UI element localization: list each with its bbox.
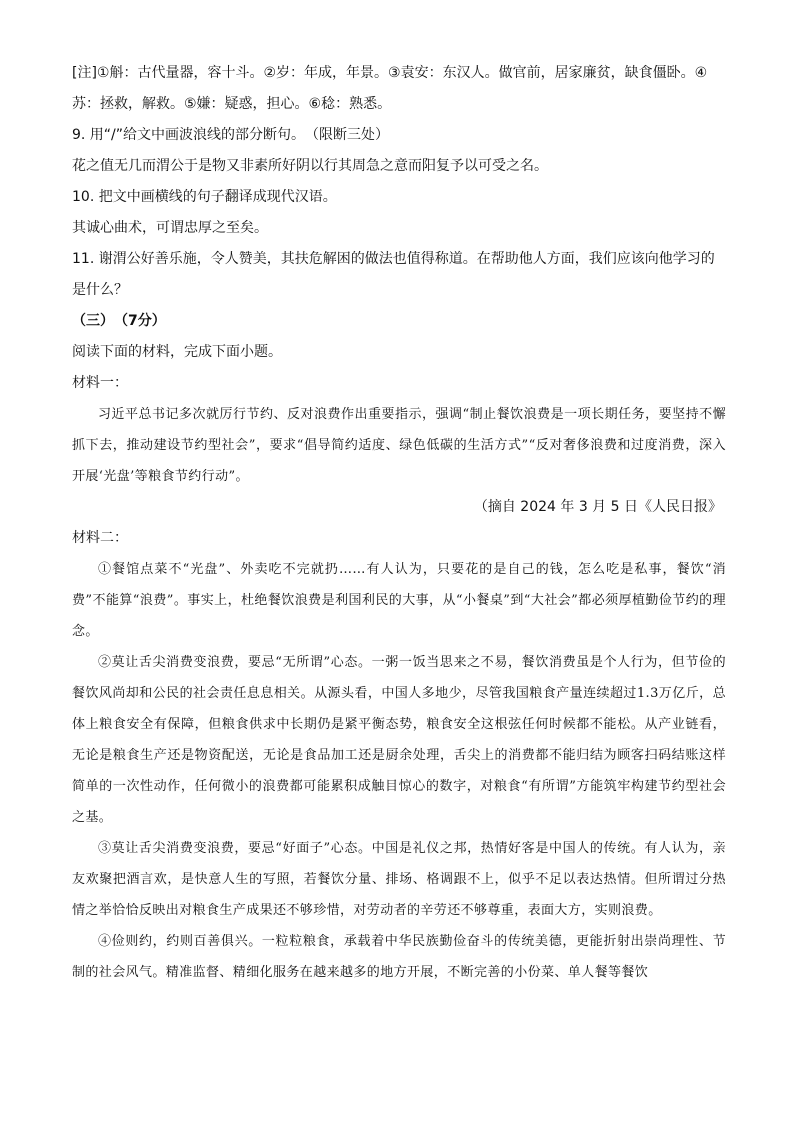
question-11-line-1: 11. 谢渭公好善乐施，令人赞美，其扶危解困的做法也值得称道。在帮助他人方面，我们应该向他学习的 — [72, 251, 715, 267]
annotation-line-2: 苏：拯救，解救。⑤嫌：疑惑，担心。⑥稔：熟悉。 — [72, 96, 392, 112]
material-2-paragraph-1: ①餐馆点菜不“光盘”、外卖吃不完就扔……有人认为，只要花的是自己的钱，怎么吃是私事，餐饮“消费”不能算“浪费”。事实上，杜绝餐饮浪费是利国利民的大事，从“小餐桌”到“大社会”都必须厚植勤俭节约的理念。 — [72, 562, 726, 639]
document-page — [72, 58, 726, 988]
material-1-body: 习近平总书记多次就厉行节约、反对浪费作出重要指示，强调“制止餐饮浪费是一项长期任务，要坚持不懈抓下去，推动建设节约型社会”，要求“倡导简约适度、绿色低碳的生活方式”“反对奢侈浪费和过度消费，深入开展‘光盘’等粮食节约行动”。 — [72, 407, 726, 484]
question-10-text: 其诚心曲术，可谓忠厚之至矣。 — [72, 220, 268, 236]
section-3-instruction: 阅读下面的材料，完成下面小题。 — [72, 344, 282, 360]
question-9-text: 花之值无几而渭公于是物又非素所好阴以行其周急之意而阳复予以可受之名。 — [72, 158, 548, 174]
material-2-paragraph-4: ④俭则约，约则百善俱兴。一粒粒粮食，承载着中华民族勤俭奋斗的传统美德，更能折射出崇尚理性、节制的社会风气。精准监督、精细化服务在越来越多的地方开展，不断完善的小份菜、单人餐等餐饮 — [72, 934, 726, 980]
question-9-prompt: 9. 用“/”给文中画波浪线的部分断句。 （限断三处） — [72, 127, 390, 143]
annotation-line-1: [注]①斛：古代量器，容十斗。②岁：年成，年景。③袁安：东汉人。做官前，居家廉贫，缺食僵卧。④ — [72, 65, 708, 81]
section-3-heading: （三） （7分） — [72, 313, 166, 329]
material-2-paragraph-2: ②莫让舌尖消费变浪费，要忌“无所谓”心态。一粥一饭当思来之不易，餐饮消费虽是个人行为，但节俭的餐饮风尚却和公民的社会责任息息相关。从源头看，中国人多地少，尽管我国粮食产量连续超过1.3万亿斤，总体上粮食安全有保障，但粮食供求中长期仍是紧平衡态势，粮食安全这根弦任何时候都不能松。从产业链看，无论是粮食生产还是物资配送，无论是食品加工还是厨余处理，舌尖上的消费都不能归结为顾客扫码结账这样简单的一次性动作，任何微小的浪费都可能累积成触目惊心的数字，对粮食“有所谓”方能筑牢构建节约型社会之基。 — [72, 655, 726, 825]
question-10-prompt: 10. 把文中画横线的句子翻译成现代汉语。 — [72, 189, 337, 205]
material-2-paragraph-3: ③莫让舌尖消费变浪费，要忌“好面子”心态。中国是礼仪之邦，热情好客是中国人的传统。有人认为，亲友欢聚把酒言欢，是快意人生的写照，若餐饮分量、排场、格调跟不上，似乎不足以表达热情。但所谓过分热情之举恰恰反映出对粮食生产成果还不够珍惜，对劳动者的辛劳还不够尊重，表面大方，实则浪费。 — [72, 841, 726, 918]
material-1-source: （摘自 2024 年 3 月 5 日《人民日报》 — [473, 499, 722, 515]
material-1-label: 材料一： — [72, 375, 128, 391]
question-11-line-2: 是什么？ — [72, 282, 128, 298]
material-2-label: 材料二： — [72, 530, 128, 546]
